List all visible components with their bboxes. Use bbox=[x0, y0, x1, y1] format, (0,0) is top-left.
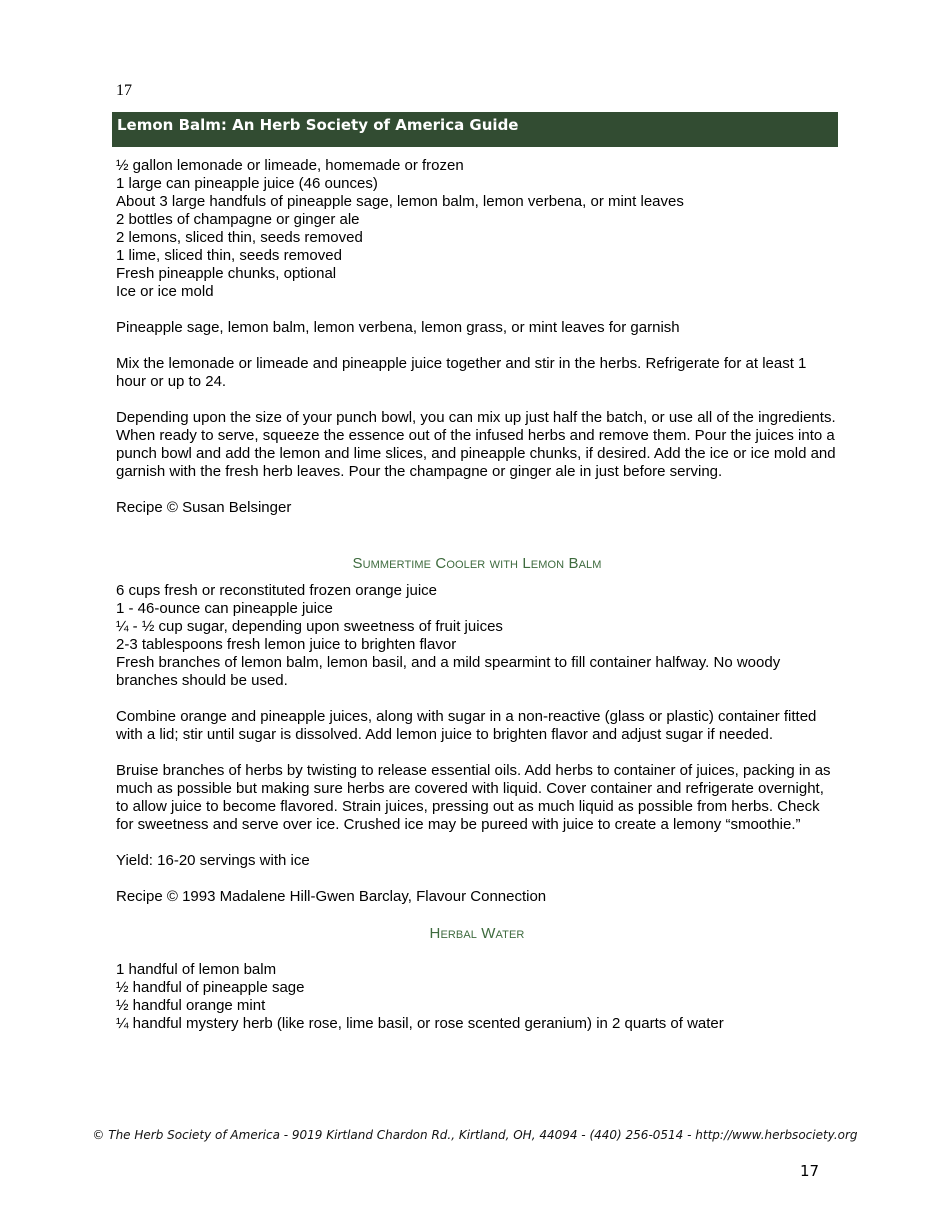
list-item: ¼ - ½ cup sugar, depending upon sweetness of fruit juices bbox=[116, 618, 503, 635]
list-item: 1 lime, sliced thin, seeds removed bbox=[116, 247, 342, 264]
list-item: ¼ handful mystery herb (like rose, lime basil, or rose scented geranium) in 2 quarts of water bbox=[116, 1015, 724, 1032]
list-item: 2 lemons, sliced thin, seeds removed bbox=[116, 229, 363, 246]
page-footer: © The Herb Society of America - 9019 Kirtland Chardon Rd., Kirtland, OH, 44094 - (440) 256-0514 - http://www.herbsociety.org bbox=[92, 1128, 858, 1142]
cooler-ingredient-list bbox=[116, 582, 838, 690]
list-item: ½ gallon lemonade or limeade, homemade or frozen bbox=[116, 157, 464, 174]
cooler-recipe-title: Summertime Cooler with Lemon Balm bbox=[352, 555, 602, 572]
guide-header-banner bbox=[112, 112, 838, 147]
list-item: Fresh branches of lemon balm, lemon basil, and a mild spearmint to fill container halfway. No woody branches should be used. bbox=[116, 654, 781, 689]
list-item: 6 cups fresh or reconstituted frozen orange juice bbox=[116, 582, 438, 599]
list-item: About 3 large handfuls of pineapple sage, lemon balm, lemon verbena, or mint leaves bbox=[116, 193, 684, 210]
list-item: 1 - 46-ounce can pineapple juice bbox=[116, 600, 333, 617]
list-item: 2-3 tablespoons fresh lemon juice to brighten flavor bbox=[116, 636, 457, 653]
punch-garnish: Pineapple sage, lemon balm, lemon verbena, lemon grass, or mint leaves for garnish bbox=[116, 319, 680, 336]
punch-step-1: Mix the lemonade or limeade and pineapple juice together and stir in the herbs. Refrigerate for at least 1 hour or up to 24. bbox=[116, 355, 807, 390]
water-recipe-title: Herbal Water bbox=[429, 925, 525, 942]
bottom-page-number: 17 bbox=[800, 1162, 820, 1180]
cooler-step-2: Bruise branches of herbs by twisting to release essential oils. Add herbs to container of juices, packing in as much as possible but making sure herbs are covered with liquid. Cover container and refrigerate overnight, to allow juice to become flavored. Strain juices, pressing out as much liquid as possible from herbs. Check for sweetness and serve over ice. Crushed ice may be pureed with juice to create a lemony “smoothie.” bbox=[116, 762, 831, 833]
punch-step-2: Depending upon the size of your punch bowl, you can mix up just half the batch, or use all of the ingredients. When ready to serve, squeeze the essence out of the infused herbs and remove them. Pour the juices into a punch bowl and add the lemon and lime slices, and pineapple chunks, if desired. Add the ice or ice mold and garnish with the fresh herb leaves. Pour the champagne or ginger ale in just before serving. bbox=[116, 409, 836, 480]
list-item: 2 bottles of champagne or ginger ale bbox=[116, 211, 360, 228]
punch-credit: Recipe © Susan Belsinger bbox=[116, 499, 292, 516]
list-item: Ice or ice mold bbox=[116, 283, 214, 300]
list-item: Fresh pineapple chunks, optional bbox=[116, 265, 337, 282]
recipe-content bbox=[116, 157, 838, 1033]
cooler-yield: Yield: 16-20 servings with ice bbox=[116, 852, 310, 869]
list-item: 1 handful of lemon balm bbox=[116, 961, 277, 978]
list-item: 1 large can pineapple juice (46 ounces) bbox=[116, 175, 378, 192]
list-item: ½ handful of pineapple sage bbox=[116, 979, 305, 996]
top-page-number: 17 bbox=[116, 82, 132, 99]
cooler-credit: Recipe © 1993 Madalene Hill-Gwen Barclay, Flavour Connection bbox=[116, 888, 547, 905]
water-ingredient-list bbox=[116, 961, 838, 1033]
punch-ingredient-list bbox=[116, 157, 838, 301]
list-item: ½ handful orange mint bbox=[116, 997, 266, 1014]
guide-header-title: Lemon Balm: An Herb Society of America Guide bbox=[117, 116, 519, 134]
cooler-step-1: Combine orange and pineapple juices, along with sugar in a non-reactive (glass or plastic) container fitted with a lid; stir until sugar is dissolved. Add lemon juice to brighten flavor and adjust sugar if needed. bbox=[116, 708, 817, 743]
